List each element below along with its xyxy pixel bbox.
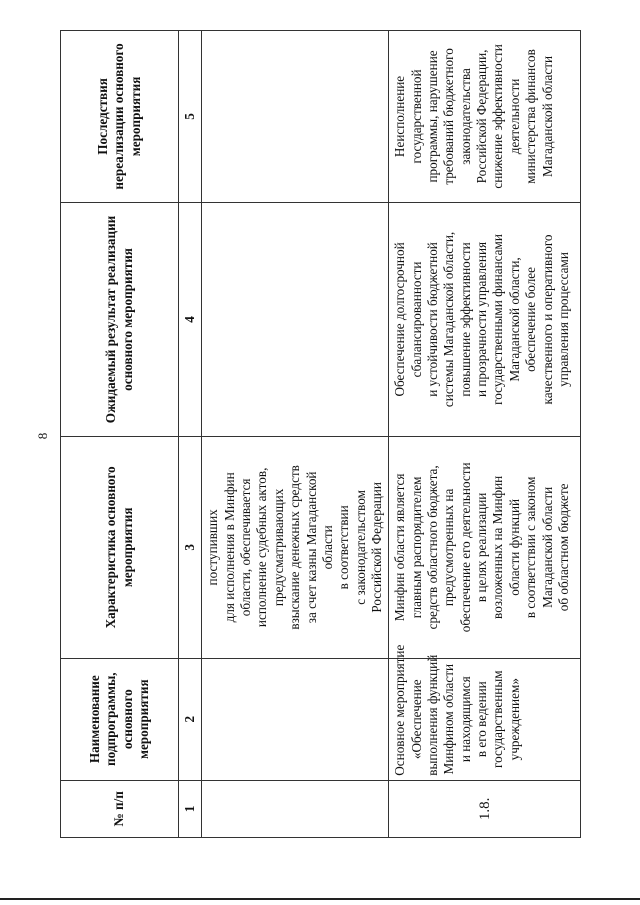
cell-text-line: управления процессами [555,252,571,387]
header-consequences: Последствия нереализации основного мероприятия [61,31,179,203]
cell-text-line: программы, нарушение [425,50,441,183]
cell-text-line: в его ведении [474,681,490,758]
cell-text-line: Российской Федерации [368,482,384,613]
cell-text-line: требований бюджетного [441,48,457,185]
cell-text-line: системы Магаданской области, [441,231,457,408]
cell-text-line: за счет казны Магаданской [303,471,319,624]
cell-text-line: предусмотренных на [441,488,457,607]
cell-text-line: учреждением» [506,678,522,761]
cell-text-line: в целях реализации [474,492,490,603]
cell-text-line: министерства финансов [523,49,539,184]
cell-text-line: качественного и оперативного [539,234,555,405]
row-number: 1.8. [389,780,581,837]
row-number [202,780,389,837]
row-consequences [389,31,581,203]
column-number: 4 [179,202,202,436]
cell-text-line: сбалансированности [408,261,424,378]
table-row [389,31,581,838]
cell-text-line: области, обеспечивается [238,478,254,617]
cell-text-line: «Обеспечение [408,679,424,760]
column-number: 5 [179,31,202,203]
cell-text-line: повышение эффективности [457,242,473,397]
cell-text-line: и устойчивости бюджетной [425,242,441,397]
cell-text-line: средств областного бюджета, [425,465,441,630]
cell-text-line: и прозрачности управления [474,241,490,397]
column-number-row [179,31,202,838]
cell-text-line: Обеспечение долгосрочной [392,242,408,397]
cell-text-line: взыскание денежных средств [287,465,303,630]
cell-text-line: для исполнения в Минфин [221,472,237,623]
cell-text-line: Минфин области является [392,473,408,622]
header-result: Ожидаемый результат реализации основного мероприятия [61,202,179,436]
cell-text-line: с законодательством [352,490,368,605]
row-consequences [202,31,389,203]
cell-text-line: главным распорядителем [408,476,424,619]
cell-text-line: исполнение судебных актов, [254,467,270,628]
cell-text-line: обеспечение более [523,267,539,372]
cell-text-line: законодательства [457,68,473,165]
page-number: 8 [35,432,50,440]
column-number: 3 [179,437,202,659]
cell-text-line: Магаданской области, [506,257,522,382]
cell-text-line: государственной [408,69,424,164]
cell-text-line: в соответствии [336,505,352,590]
cell-text-line: Российской Федерации, [474,49,490,184]
cell-text-line: Неисполнение [392,75,408,158]
cell-text-line: предусматривающих [270,488,286,607]
column-number: 1 [179,780,202,837]
header-name: Наименование подпрограммы, основного мероприятия [61,658,179,780]
cell-text-line: Магаданской области [539,55,555,177]
cell-text-line: в соответствии с законом [523,476,539,619]
cell-text-line: государственным [490,670,506,768]
header-row [61,31,179,838]
cell-text-line: выполнения функций [425,654,441,776]
table-row [202,31,389,838]
cell-text-line: области [319,525,335,570]
column-number: 2 [179,658,202,780]
rotated-document [60,30,571,838]
row-characteristic [202,437,389,659]
row-name [389,644,581,780]
cell-text-line: Основное мероприятие [392,644,408,776]
header-number: № п/п [61,780,179,837]
page-bottom-rule [0,898,640,900]
cell-text-line: Магаданской области [539,486,555,608]
row-result [389,202,581,436]
cell-text-line: и находящимся [457,676,473,763]
cell-text-line: снижение эффективности [490,44,506,189]
row-name [202,658,389,780]
cell-text-line: возложенных на Минфин [490,475,506,619]
cell-text-line: Минфином области [441,663,457,775]
cell-text-line: области функций [506,498,522,596]
header-characteristic: Характеристика основного мероприятия [61,437,179,659]
cell-text-line: об областном бюджете [555,483,571,612]
cell-text-line: обеспечение его деятельности [457,462,473,633]
cell-text-line: государственными финансами [490,234,506,405]
cell-text-line: деятельности [506,78,522,155]
cell-text-line: поступивших [205,509,221,586]
row-characteristic [389,437,581,659]
row-result [202,202,389,436]
program-table [60,30,581,838]
